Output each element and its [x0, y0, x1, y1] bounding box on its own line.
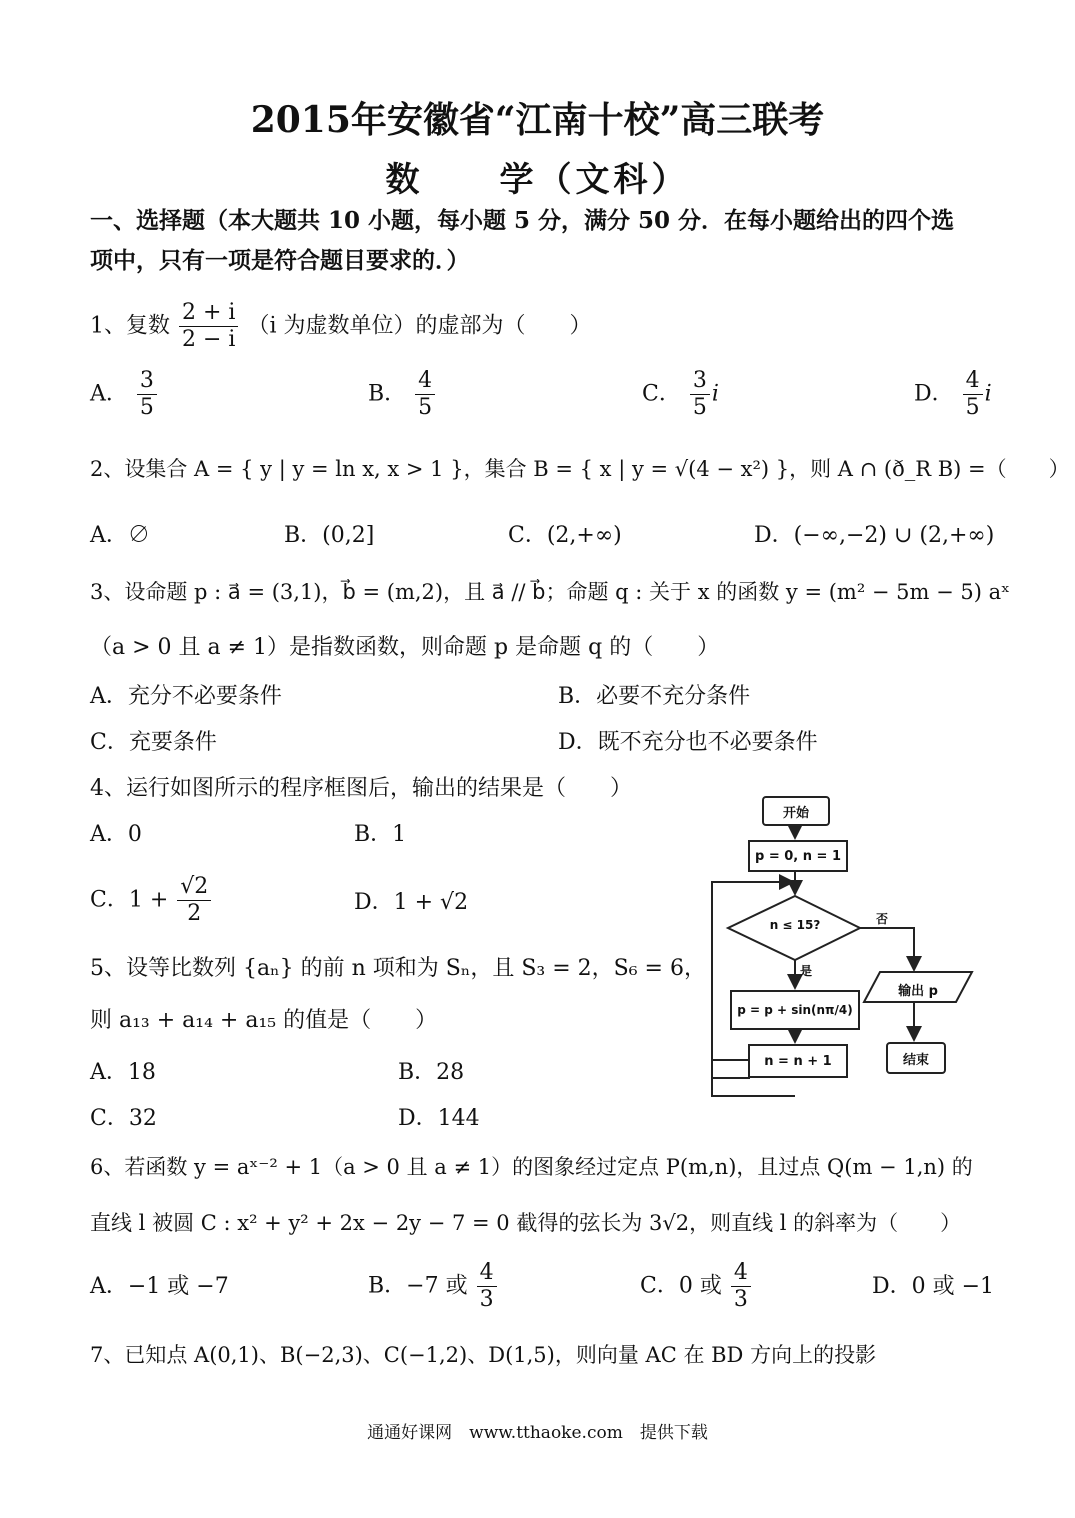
q6-option-d: D．0 或 −1 — [872, 1274, 995, 1299]
question-5-line1: 5、设等比数列 {aₙ} 的前 n 项和为 Sₙ，且 S₃ = 2，S₆ = 6， — [90, 956, 706, 981]
section-header-line1: 一、选择题（本大题共 10 小题，每小题 5 分，满分 50 分．在每小题给出的四个选 — [90, 207, 955, 234]
q1-option-a-num: 3 — [137, 368, 157, 395]
q2-option-d: D．(−∞,−2) ∪ (2,+∞) — [754, 523, 995, 548]
question-5-line2: 则 a₁₃ + a₁₄ + a₁₅ 的值是（ ） — [90, 1008, 438, 1033]
q4-option-c-num: √2 — [177, 874, 211, 901]
q2-option-b: B．(0,2] — [284, 523, 375, 548]
q3-option-c: C．充要条件 — [90, 730, 217, 755]
q1-option-d-label: D． — [914, 381, 954, 407]
exam-subtitle: 数 学（文科） — [385, 160, 690, 200]
q1-option-c-num: 3 — [690, 368, 710, 395]
q1-frac-den: 2 − i — [182, 327, 236, 352]
flowchart-yes-label: 是 — [800, 964, 813, 978]
q5-option-b: B．28 — [398, 1060, 465, 1085]
exam-title: 2015年安徽省“江南十校”高三联考 — [250, 99, 825, 141]
q1-fraction — [179, 300, 238, 353]
question-2: 2、设集合 A = { y | y = ln x, x > 1 }，集合 B = { x | y = √(4 − x²) }，则 A ∩ (ð_R B) =（ ） — [90, 457, 1070, 481]
q5-option-d: D．144 — [398, 1106, 480, 1131]
q1-option-a — [90, 368, 159, 421]
q4-option-c — [90, 874, 213, 927]
q6-option-c-num: 4 — [731, 1260, 751, 1287]
question-4: 4、运行如图所示的程序框图后，输出的结果是（ ） — [90, 776, 632, 801]
q1-option-c — [642, 368, 719, 421]
q6-option-a: A．−1 或 −7 — [90, 1274, 229, 1299]
q1-option-d — [914, 368, 992, 421]
q4-option-b: B．1 — [354, 822, 407, 847]
question-6-line1: 6、若函数 y = aˣ⁻² + 1（a > 0 且 a ≠ 1）的图象经过定点 P(m,n)，且过点 Q(m − 1,n) 的 — [90, 1155, 973, 1179]
q2-option-c: C．(2,+∞) — [508, 523, 622, 548]
page-footer: 通通好课网 www.tthaoke.com 提供下载 — [367, 1423, 708, 1443]
q1-suffix: （i 为虚数单位）的虚部为（ ） — [247, 313, 592, 339]
question-3-line2: （a > 0 且 a ≠ 1）是指数函数，则命题 p 是命题 q 的（ ） — [90, 635, 720, 660]
q4-option-c-den: 2 — [187, 901, 202, 926]
q2-option-a: A．∅ — [90, 523, 150, 548]
q1-option-b-label: B． — [368, 381, 407, 407]
q6-option-c-label: C．0 或 — [640, 1273, 722, 1299]
q6-option-b-label: B．−7 或 — [368, 1273, 468, 1299]
question-1 — [90, 300, 591, 353]
q1-option-b — [368, 368, 437, 421]
q4-option-a: A．0 — [90, 822, 142, 847]
q3-option-b: B．必要不充分条件 — [558, 684, 751, 709]
flowchart-no-label: 否 — [876, 912, 889, 926]
q1-option-b-num: 4 — [415, 368, 435, 395]
q1-prefix: 1、复数 — [90, 313, 170, 339]
q3-option-d: D．既不充分也不必要条件 — [558, 730, 818, 755]
q1-option-d-num: 4 — [963, 368, 983, 395]
q6-option-b — [368, 1260, 499, 1313]
section-header-line2: 项中，只有一项是符合题目要求的．） — [90, 247, 470, 274]
q4-option-c-prefix: C．1 + — [90, 887, 169, 913]
q5-option-c: C．32 — [90, 1106, 157, 1131]
q1-option-a-label: A． — [90, 381, 128, 407]
q6-option-b-num: 4 — [477, 1260, 497, 1287]
q3-option-a: A．充分不必要条件 — [90, 684, 282, 709]
q6-option-c — [640, 1260, 753, 1313]
q1-option-d-den: 5 — [965, 395, 980, 420]
question-7: 7、已知点 A(0,1)、B(−2,3)、C(−1,2)、D(1,5)，则向量 AC 在 BD 方向上的投影 — [90, 1343, 877, 1367]
question-6-line2: 直线 l 被圆 C : x² + y² + 2x − 2y − 7 = 0 截得的弦长为 3√2，则直线 l 的斜率为（ ） — [90, 1211, 962, 1235]
q6-option-b-den: 3 — [479, 1287, 494, 1312]
q1-option-b-den: 5 — [418, 395, 433, 420]
question-3-line1: 3、设命题 p : a⃗ = (3,1)，b⃗ = (m,2)，且 a⃗ // b⃗；命题 q : 关于 x 的函数 y = (m² − 5m − 5) aˣ — [90, 580, 1011, 604]
q1-frac-num: 2 + i — [179, 300, 238, 327]
program-flowchart — [700, 790, 990, 1100]
flowchart-update-p: p = p + sin(nπ/4) — [730, 990, 860, 1030]
q4-option-d: D．1 + √2 — [354, 890, 469, 915]
flowchart-output: 输出 p — [898, 984, 938, 999]
q1-option-d-tail: i — [984, 381, 992, 407]
q1-option-c-den: 5 — [692, 395, 707, 420]
flowchart-end: 结束 — [886, 1042, 946, 1074]
q1-option-c-label: C． — [642, 381, 681, 407]
flowchart-condition: n ≤ 15? — [769, 918, 821, 932]
q1-option-a-den: 5 — [139, 395, 154, 420]
q6-option-c-den: 3 — [733, 1287, 748, 1312]
flowchart-update-n: n = n + 1 — [748, 1044, 848, 1078]
q1-option-c-tail: i — [711, 381, 719, 407]
q5-option-a: A．18 — [90, 1060, 156, 1085]
flowchart-start: 开始 — [762, 796, 830, 826]
flowchart-init: p = 0, n = 1 — [748, 840, 848, 872]
